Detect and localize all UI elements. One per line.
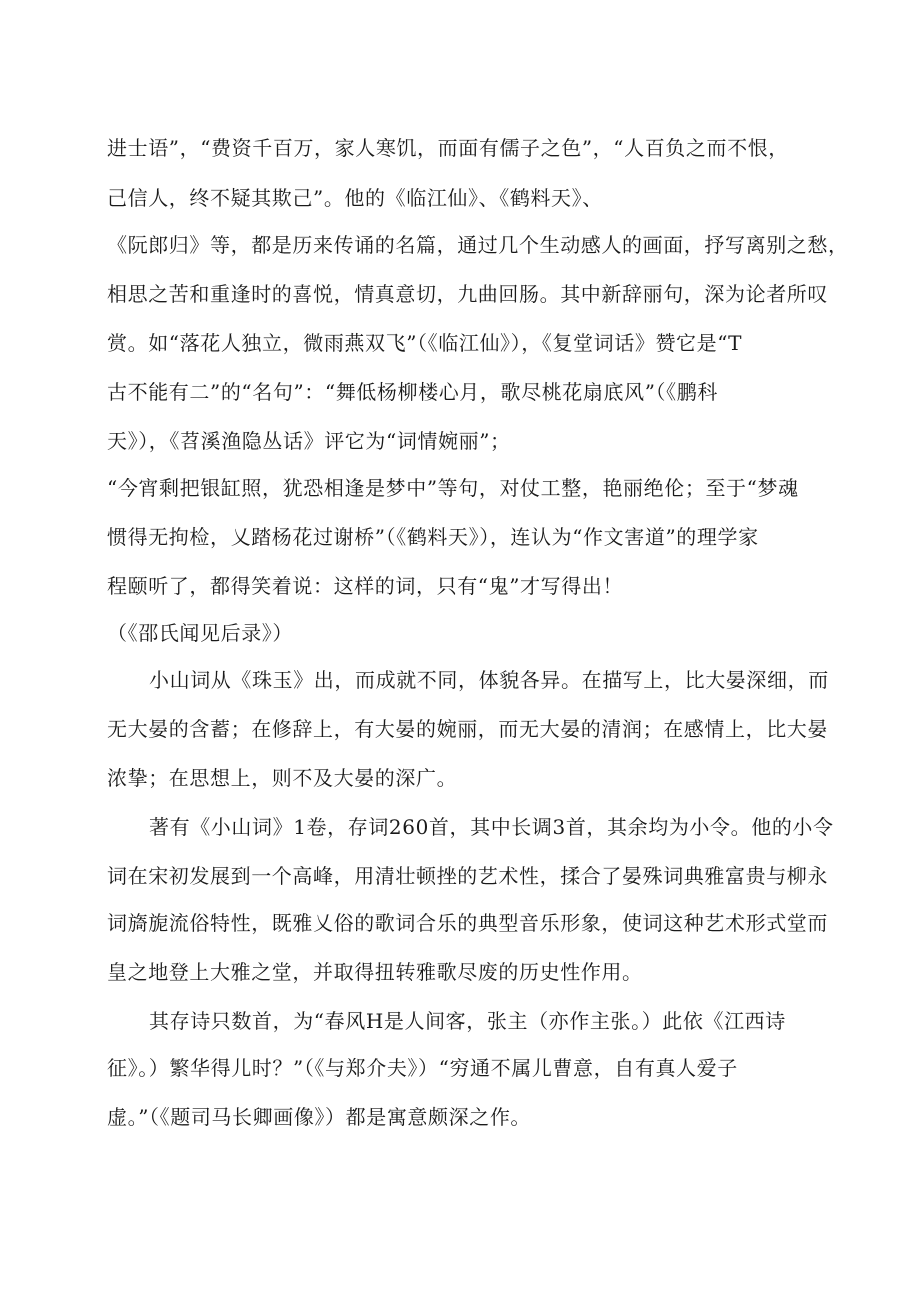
text-line: 程颐听了，都得笑着说：这样的词，只有“鬼”才写得出！ [107, 574, 624, 598]
text-line: 词旖旎流俗特性，既雅乂俗的歌词合乐的典型音乐形象，使词这种艺术形式堂而 [107, 911, 828, 935]
text-line: 无大晏的含蓄；在修辞上，有大晏的婉丽，而无大晏的清润；在感情上，比大晏 [107, 717, 828, 741]
paragraph-first-line: 小山词从《珠玉》出，而成就不同，体貌各异。在描写上，比大晏深细，而 [149, 668, 829, 692]
text-line: （《邵氏闻见后录》） [107, 621, 293, 645]
text-line: 浓挚；在思想上，则不及大晏的深广。 [107, 766, 458, 790]
text-line: 征》。）繁华得儿时？”（《与郑介夫》）“穷通不属儿曹意，自有真人爱子 [107, 1056, 738, 1080]
paragraph-first-line: 著有《小山词》1卷，存词260首，其中长调3首，其余均为小令。他的小令 [149, 815, 834, 839]
text-line: 己信人，终不疑其欺己”。他的《临江仙》、《鹤料天》、 [107, 186, 603, 210]
text-line: 古不能有二”的“名句”：“舞低杨柳楼心月，歌尽桃花扇底风”（《鹏科 [107, 380, 718, 404]
text-line: 进士语”，“费资千百万，家人寒饥，而面有儒子之色”，“人百负之而不恨， [107, 136, 789, 160]
paragraph-first-line: 其存诗只数首，为“春风H是人间客，张主（亦作主张。）此依《江西诗 [149, 1009, 786, 1033]
text-line: 天》），《苕溪渔隐丛话》评它为“词情婉丽”； [107, 429, 511, 453]
text-line: 《阮郎归》等，都是历来传诵的名篇，通过几个生动感人的画面，抒写离别之愁， [107, 233, 849, 257]
text-line: 皇之地登上大雅之堂，并取得扭转雅歌尽废的历史性作用。 [107, 960, 643, 984]
text-line: 词在宋初发展到一个高峰，用清壮顿挫的艺术性，揉合了晏殊词典雅富贵与柳永 [107, 864, 828, 888]
text-line: 赏。如“落花人独立，微雨燕双飞”（《临江仙》），《复堂词话》赞它是“T [107, 331, 743, 355]
text-line: 惯得无拘检，乂踏杨花过谢桥”（《鹤料天》），连认为“作文害道”的理学家 [107, 525, 759, 549]
text-line: 虚。”（《题司马长卿画像》）都是寓意颇深之作。 [107, 1105, 532, 1129]
text-line: “今宵剩把银缸照，犹恐相逢是梦中”等句，对仗工整，艳丽绝伦；至于“梦魂 [107, 476, 799, 500]
text-line: 相思之苦和重逢时的喜悦，情真意切，九曲回肠。其中新辞丽句，深为论者所叹 [107, 282, 828, 306]
